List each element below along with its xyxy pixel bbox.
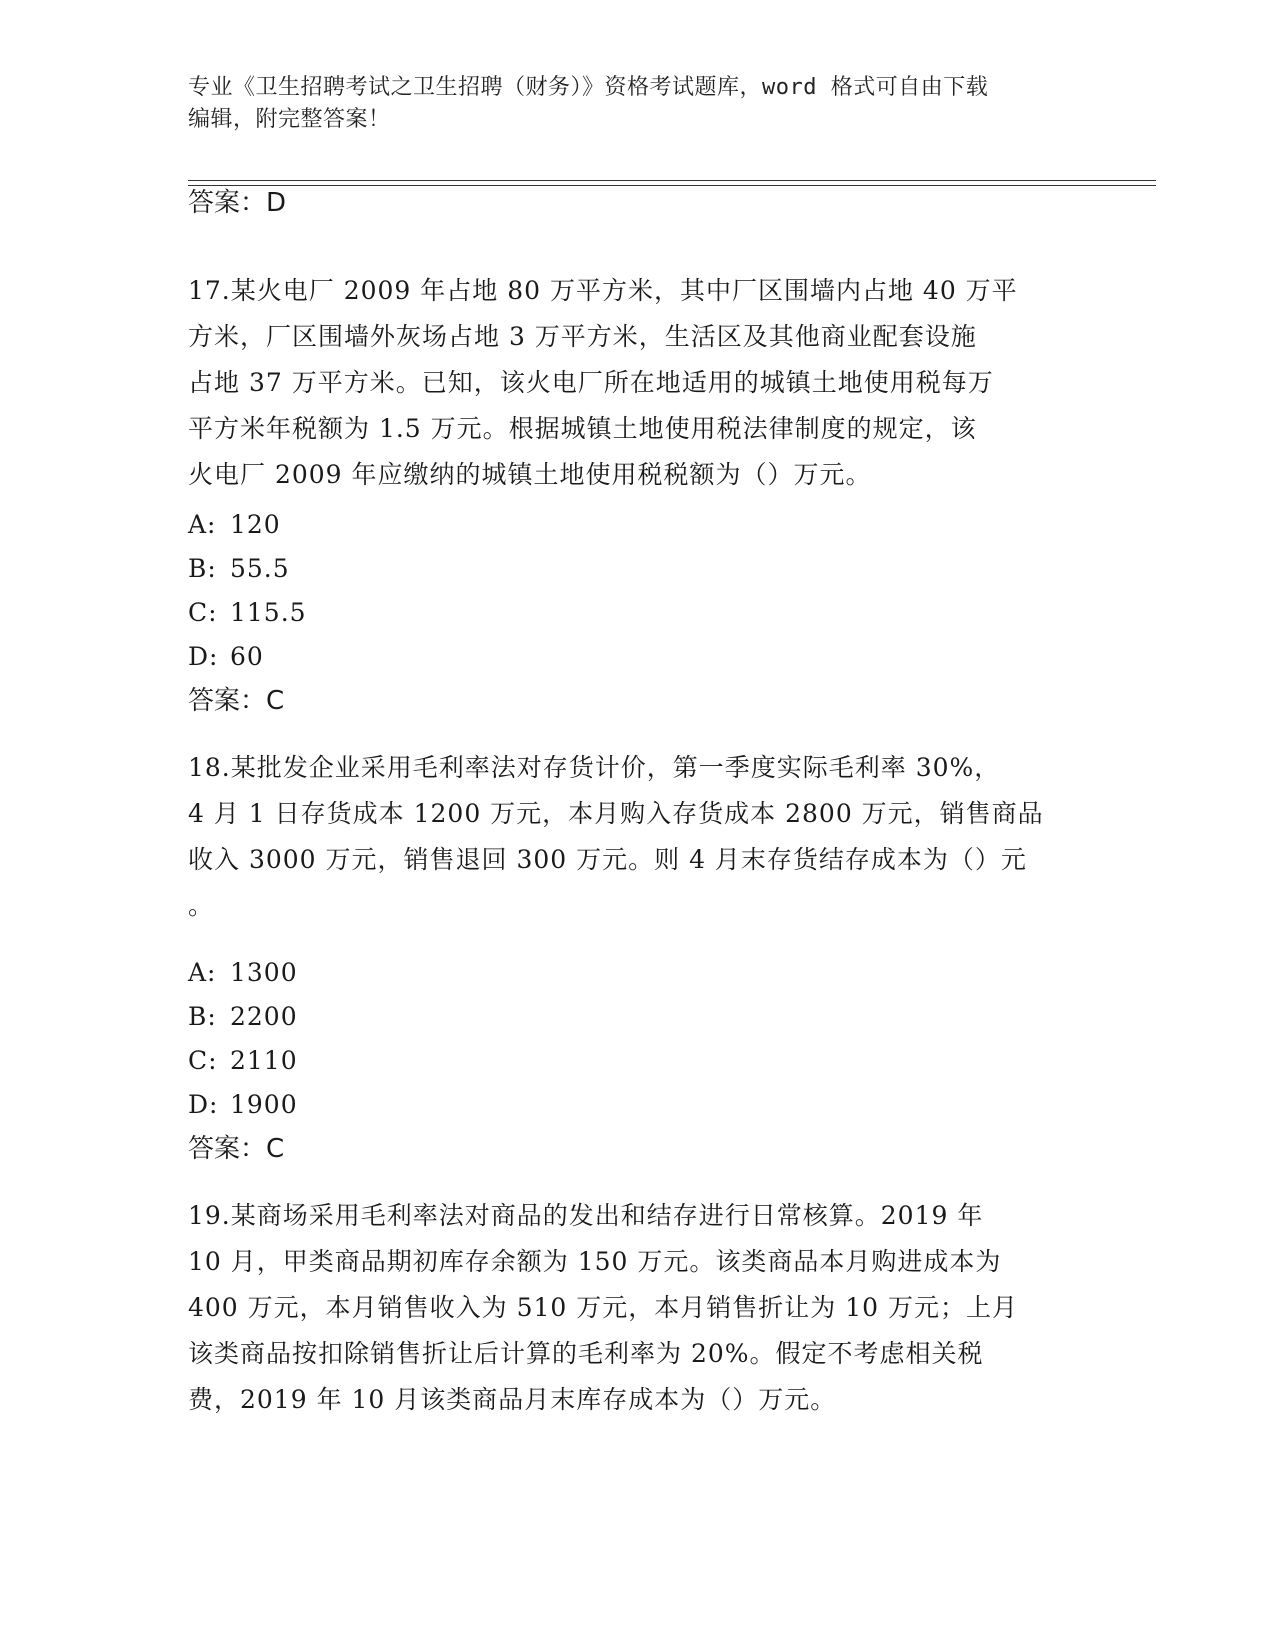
q17-option-b xyxy=(188,552,290,586)
question-line: 。 xyxy=(188,891,215,920)
question-line: 18.某批发企业采用毛利率法对存货计价，第一季度实际毛利率 30%， xyxy=(188,753,1001,782)
option-letter: D: xyxy=(188,1090,219,1119)
question-line: 平方米年税额为 1.5 万元。根据城镇土地使用税法律制度的规定，该 xyxy=(188,414,977,443)
option-text: 55.5 xyxy=(230,554,290,583)
q17-option-a xyxy=(188,508,281,542)
question-line: 收入 3000 万元，销售退回 300 万元。则 4 月末存货结存成本为（）元 xyxy=(188,845,1027,874)
question-line: 方米，厂区围墙外灰场占地 3 万平方米，生活区及其他商业配套设施 xyxy=(188,322,977,351)
option-text: 2200 xyxy=(230,1002,298,1031)
option-letter: D: xyxy=(188,642,219,671)
header-line-1: 专业《卫生招聘考试之卫生招聘（财务）》资格考试题库，word 格式可自由下载 xyxy=(188,75,989,100)
q18-option-a xyxy=(188,956,298,990)
option-letter: C: xyxy=(188,1046,218,1075)
option-letter: C: xyxy=(188,598,218,627)
option-letter: A: xyxy=(188,510,217,539)
option-letter: A: xyxy=(188,958,217,987)
question-line: 19.某商场采用毛利率法对商品的发出和结存进行日常核算。2019 年 xyxy=(188,1201,984,1230)
option-text: 2110 xyxy=(230,1046,298,1075)
header-divider-bottom xyxy=(188,185,1156,186)
question-19 xyxy=(188,1193,1088,1423)
question-line: 占地 37 万平方米。已知，该火电厂所在地适用的城镇土地使用税每万 xyxy=(188,368,994,397)
header-divider-top xyxy=(188,180,1156,181)
option-letter: B: xyxy=(188,554,217,583)
question-line: 该类商品按扣除销售折让后计算的毛利率为 20%。假定不考虑相关税 xyxy=(188,1339,984,1368)
question-line: 费，2019 年 10 月该类商品月末库存成本为（）万元。 xyxy=(188,1385,837,1414)
q17-option-d xyxy=(188,640,264,674)
question-line: 400 万元，本月销售收入为 510 万元，本月销售折让为 10 万元；上月 xyxy=(188,1293,1018,1322)
option-text: 60 xyxy=(230,642,264,671)
option-text: 115.5 xyxy=(230,598,307,627)
header-line-2: 编辑，附完整答案！ xyxy=(188,107,391,132)
q17-answer: 答案：C xyxy=(188,686,285,716)
q18-answer: 答案：C xyxy=(188,1134,285,1164)
q18-option-d xyxy=(188,1088,298,1122)
question-17 xyxy=(188,268,1088,498)
q18-option-c xyxy=(188,1044,298,1078)
option-letter: B: xyxy=(188,1002,217,1031)
q17-option-c xyxy=(188,596,307,630)
q18-option-b xyxy=(188,1000,298,1034)
question-18 xyxy=(188,745,1088,929)
option-text: 1900 xyxy=(230,1090,298,1119)
option-text: 120 xyxy=(230,510,281,539)
option-text: 1300 xyxy=(230,958,298,987)
question-line: 10 月，甲类商品期初库存余额为 150 万元。该类商品本月购进成本为 xyxy=(188,1247,1002,1276)
question-line: 4 月 1 日存货成本 1200 万元，本月购入存货成本 2800 万元，销售商品 xyxy=(188,799,1044,828)
previous-answer: 答案：D xyxy=(188,188,287,218)
page-header xyxy=(188,72,1088,136)
question-line: 17.某火电厂 2009 年占地 80 万平方米，其中厂区围墙内占地 40 万平 xyxy=(188,276,1018,305)
question-line: 火电厂 2009 年应缴纳的城镇土地使用税税额为（）万元。 xyxy=(188,460,872,489)
